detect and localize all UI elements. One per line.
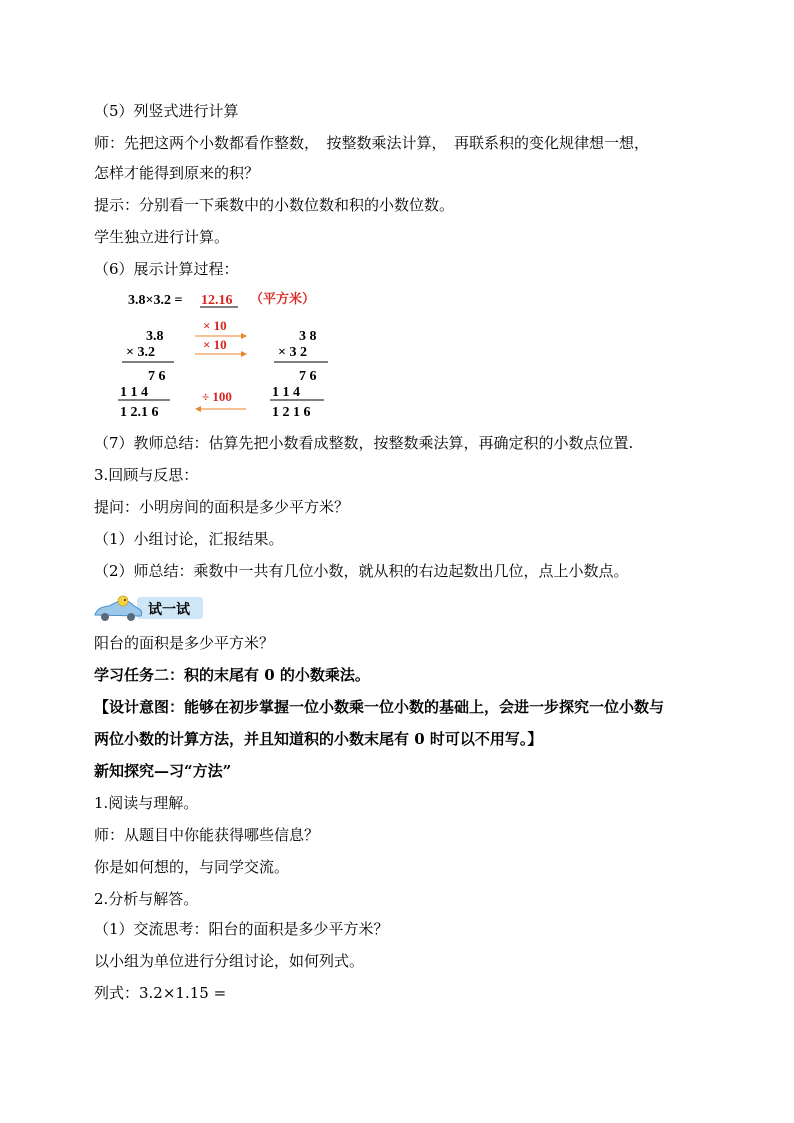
- teacher-instruction-1: 师：先把这两个小数都看作整数， 按整数乘法计算， 再联系积的变化规律想一想，: [94, 134, 650, 152]
- question-text: 提问：小明房间的面积是多少平方米？: [94, 498, 350, 516]
- teacher-info-question: 师：从题目中你能获得哪些信息？: [94, 826, 320, 844]
- right-multiplier: × 3 2: [278, 345, 307, 360]
- right-product: 1 2 1 6: [272, 405, 311, 420]
- design-intent-1: 【设计意图：能够在初步掌握一位小数乘一位小数的基础上，会进一步探究一位小数与: [94, 698, 665, 716]
- formula-line: 列式：3.2×1.15 =: [94, 984, 227, 1002]
- task-two-heading: 学习任务二：积的末尾有 0 的小数乘法。: [94, 666, 370, 684]
- step-7-summary: （7）教师总结：估算先把小数看成整数，按整数乘法算，再确定积的小数点位置.: [94, 434, 634, 452]
- explore-heading: 新知探究—习“方法”: [94, 762, 232, 780]
- step-6-heading: （6）展示计算过程：: [94, 260, 239, 278]
- teacher-instruction-2: 怎样才能得到原来的积？: [94, 164, 260, 182]
- group-formula-text: 以小组为单位进行分组讨论，如何列式。: [94, 952, 365, 970]
- right-partial-1: 7 6: [299, 369, 317, 384]
- left-partial-1: 7 6: [148, 369, 166, 384]
- review-heading: 3.回顾与反思：: [94, 466, 199, 484]
- hint-text: 提示：分别看一下乘数中的小数位数和积的小数位数。: [94, 196, 455, 214]
- left-multiplier: × 3.2: [126, 345, 155, 360]
- right-multiplicand: 3 8: [299, 329, 317, 344]
- teacher-summary-text: （2）师总结：乘数中一共有几位小数，就从积的右边起数出几位，点上小数点。: [94, 562, 629, 580]
- right-partial-2: 1 1 4: [272, 385, 300, 400]
- arrow-label-times10-a: × 10: [203, 318, 227, 333]
- design-intent-2: 两位小数的计算方法，并且知道积的小数末尾有 0 时可以不用写。】: [94, 730, 543, 748]
- badge-label: 试一试: [148, 602, 190, 618]
- student-calc-text: 学生独立进行计算。: [94, 228, 230, 246]
- step-5-heading: （5）列竖式进行计算: [94, 102, 239, 120]
- reading-heading: 1.阅读与理解。: [94, 794, 199, 812]
- share-thoughts-text: 你是如何想的，与同学交流。: [94, 858, 290, 876]
- unit-label: （平方米）: [250, 291, 316, 306]
- arrow-label-times10-b: × 10: [203, 337, 227, 352]
- try-it-badge: [93, 591, 213, 625]
- arrow-label-divide100: ÷ 100: [202, 389, 232, 404]
- equation-text: 3.8×3.2 =: [128, 293, 183, 308]
- balcony-question: 阳台的面积是多少平方米？: [94, 634, 275, 652]
- vertical-calculation-figure: [100, 286, 360, 422]
- analysis-heading: 2.分析与解答。: [94, 890, 199, 908]
- left-partial-2: 1 1 4: [120, 385, 148, 400]
- left-multiplicand: 3.8: [146, 329, 164, 344]
- left-product: 1 2.1 6: [120, 405, 159, 420]
- car-icon: [95, 596, 142, 621]
- exchange-question: （1）交流思考：阳台的面积是多少平方米？: [94, 920, 389, 938]
- result-value: 12.16: [201, 293, 233, 308]
- group-discussion-text: （1）小组讨论，汇报结果。: [94, 530, 284, 548]
